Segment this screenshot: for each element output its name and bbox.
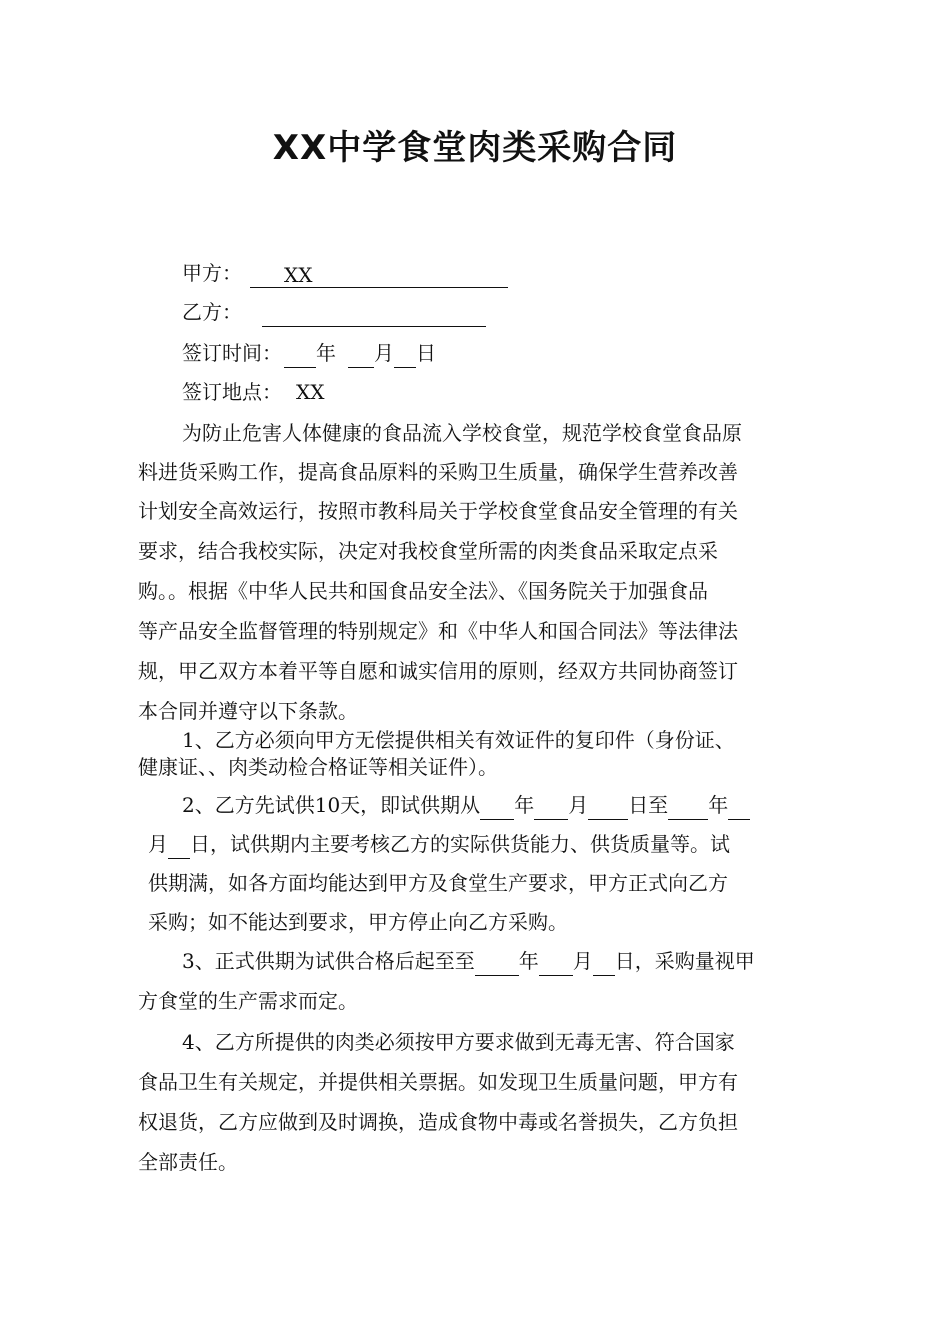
sign-date-label: 签订时间：: [182, 341, 282, 365]
clause-4-line: 权退货，乙方应做到及时调换，造成食物中毒或名誉损失，乙方负担: [138, 1110, 738, 1134]
party-a-line: [182, 258, 508, 288]
intro-line: 要求，结合我校实际，决定对我校食堂所需的肉类食品采取定点采: [138, 539, 718, 563]
clause-2-line: 供期满，如各方面均能达到甲方及食堂生产要求，甲方正式向乙方: [148, 871, 728, 895]
clause-3-line: 方食堂的生产需求而定。: [138, 989, 358, 1013]
clause-2-text: 日，试供期内主要考核乙方的实际供货能力、供货质量等。试: [190, 832, 730, 856]
clause-2-text: 日至: [628, 793, 669, 817]
party-b-field: [262, 302, 486, 327]
formal-end-month-blank: [539, 951, 573, 976]
party-b-label: 乙方：: [182, 300, 242, 324]
clause-4-line: 4、乙方所提供的肉类必须按甲方要求做到无毒无害、符合国家: [182, 1030, 735, 1054]
party-b-line: [182, 297, 486, 327]
party-a-label: 甲方：: [182, 261, 242, 285]
clause-3-text: 日，采购量视甲: [614, 949, 755, 973]
clause-2-line: [148, 829, 730, 859]
clause-2-text: 2、乙方先试供10天，即试供期从: [182, 793, 481, 817]
clause-2-line: 采购；如不能达到要求，甲方停止向乙方采购。: [148, 910, 568, 934]
sign-month-blank: [348, 343, 374, 368]
formal-end-day-blank: [593, 951, 615, 976]
clause-4-line: 食品卫生有关规定，并提供相关票据。如发现卫生质量问题，甲方有: [138, 1070, 738, 1094]
sign-date-line: [182, 338, 436, 368]
intro-line: 规，甲乙双方本着平等自愿和诚实信用的原则，经双方共同协商签订: [138, 659, 738, 683]
trial-end-year-blank: [668, 795, 708, 820]
formal-end-year-blank: [475, 951, 519, 976]
party-a-field: [250, 263, 508, 288]
year-char: 年: [316, 341, 336, 365]
trial-end-day-blank: [168, 834, 190, 859]
clause-3-text: 年: [518, 949, 539, 973]
sign-day-blank: [394, 343, 416, 368]
sign-place-line: [182, 377, 324, 407]
document-title: XX中学食堂肉类采购合同: [272, 128, 678, 168]
clause-1-line: 1、乙方必须向甲方无偿提供相关有效证件的复印件（身份证、: [182, 728, 735, 752]
trial-start-month-blank: [534, 795, 568, 820]
trial-start-year-blank: [480, 795, 514, 820]
clause-2-text: 月: [148, 832, 168, 856]
clause-2-text: 年: [708, 793, 729, 817]
clause-3-text: 月: [572, 949, 593, 973]
clause-1-line: 健康证、、肉类动检合格证等相关证件）。: [138, 755, 498, 779]
intro-line: 本合同并遵守以下条款。: [138, 699, 358, 723]
month-char: 月: [374, 341, 394, 365]
trial-start-day-blank: [588, 795, 628, 820]
intro-line: 为防止危害人体健康的食品流入学校食堂，规范学校食堂食品原: [182, 421, 742, 445]
clause-2-text: 月: [568, 793, 589, 817]
clause-3-line: [182, 946, 755, 976]
intro-line: 计划安全高效运行，按照市教科局关于学校食堂食品安全管理的有关: [138, 499, 738, 523]
day-char: 日: [416, 341, 436, 365]
intro-line: 购。。根据《中华人民共和国食品安全法》、《国务院关于加强食品: [138, 579, 708, 603]
trial-end-month-blank-start: [728, 795, 750, 820]
intro-line: 料进货采购工作，提高食品原料的采购卫生质量，确保学生营养改善: [138, 460, 738, 484]
party-a-value: XX: [284, 263, 313, 287]
sign-place-value: XX: [296, 380, 325, 404]
clause-2-text: 年: [514, 793, 535, 817]
clause-4-line: 全部责任。: [138, 1150, 238, 1174]
clause-2-line: [182, 790, 750, 820]
sign-place-label: 签订地点：: [182, 380, 282, 404]
clause-3-text: 3、正式供期为试供合格后起至至: [182, 949, 475, 973]
intro-line: 等产品安全监督管理的特别规定》和《中华人和国合同法》等法律法: [138, 619, 738, 643]
sign-year-blank: [284, 343, 316, 368]
